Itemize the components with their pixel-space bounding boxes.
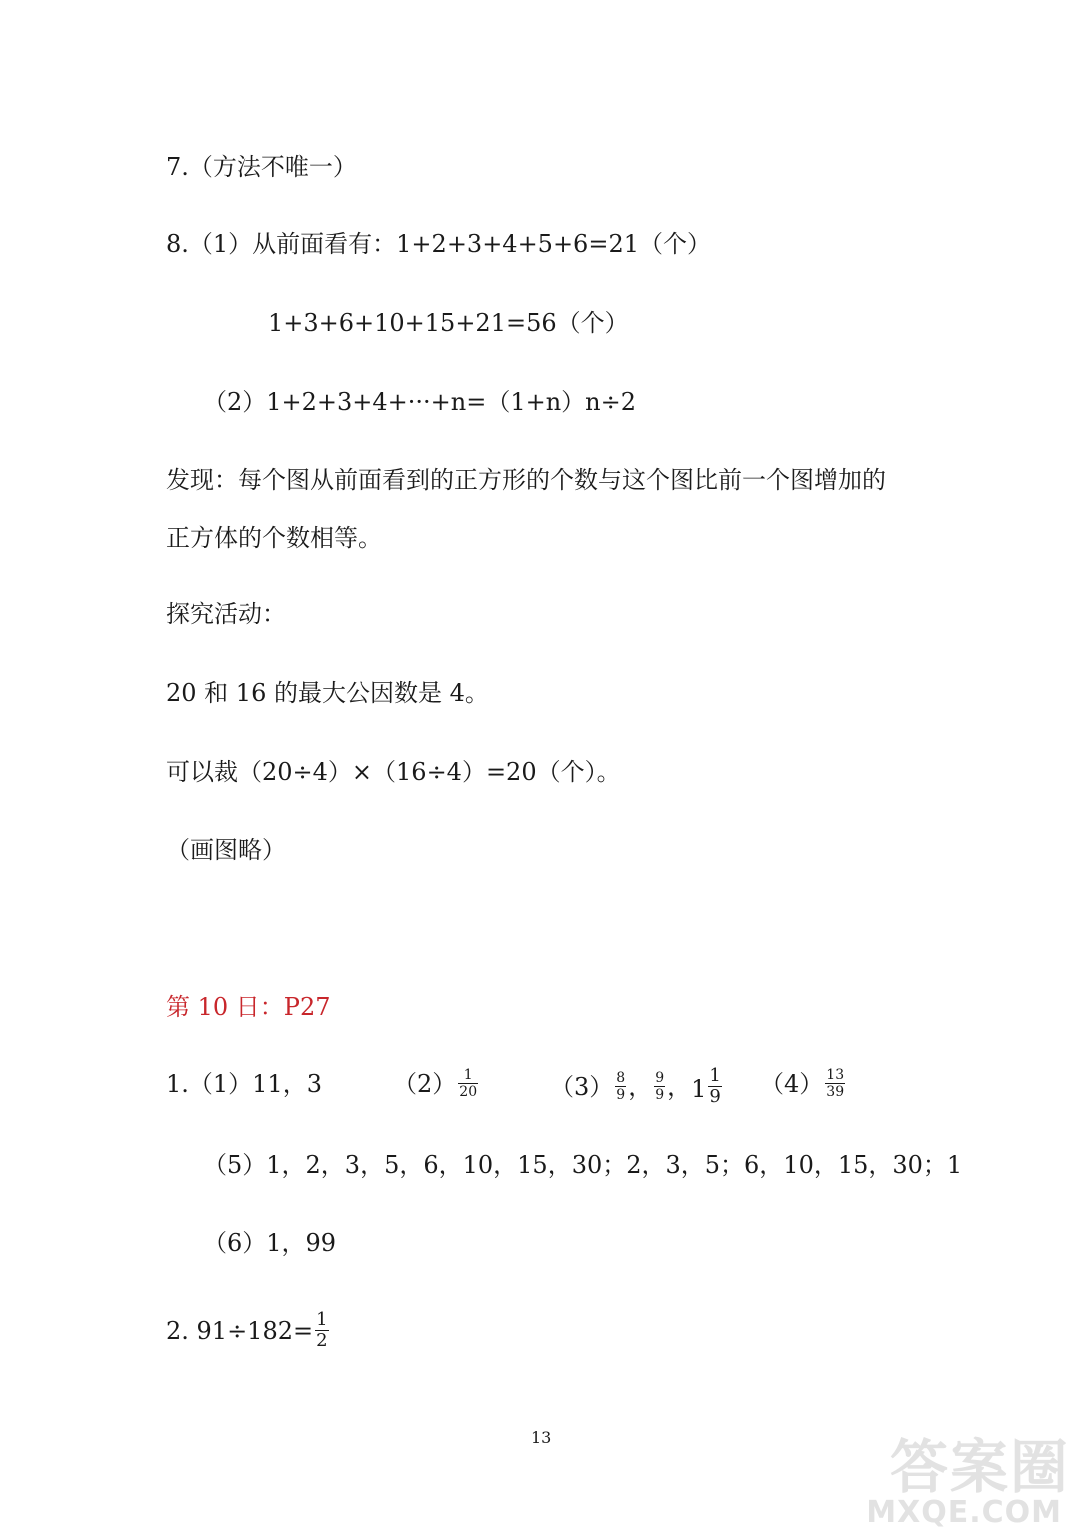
q1-part-4	[760, 1069, 847, 1101]
fraction-numerator: 1	[709, 1065, 721, 1086]
q2-prefix: 2. 91÷182=	[166, 1317, 314, 1345]
separator: ，	[667, 1073, 692, 1101]
q1-part-2	[393, 1069, 480, 1101]
drawing-omitted: （画图略）	[166, 836, 286, 864]
explore-heading: 探究活动：	[166, 600, 286, 628]
watermark-bottom-text: MXQE.COM	[866, 1495, 1062, 1530]
q2	[166, 1309, 331, 1352]
fraction-numerator: 1	[458, 1068, 478, 1084]
fraction	[615, 1071, 626, 1102]
q1-part-3	[550, 1065, 724, 1108]
watermark-top-text: 答案圈	[889, 1433, 1070, 1501]
discovery-line-2: 正方体的个数相等。	[166, 524, 382, 552]
item-8-part-1: 8.（1）从前面看有：1+2+3+4+5+6=21（个）	[166, 230, 711, 258]
q1-part-2-prefix: （2）	[393, 1070, 457, 1098]
watermark-logo	[866, 1420, 1070, 1530]
cut-statement: 可以裁（20÷4）×（16÷4）=20（个）。	[166, 758, 621, 786]
q1-part-3-prefix: （3）	[550, 1073, 614, 1101]
section-title: 第 10 日：P27	[166, 993, 331, 1021]
q1-part-4-prefix: （4）	[760, 1070, 824, 1098]
fraction	[315, 1311, 328, 1350]
fraction-numerator: 8	[616, 1070, 626, 1086]
fraction	[458, 1068, 478, 1099]
page-number: 13	[531, 1428, 552, 1447]
q1-part-1: 1.（1）11，3	[166, 1070, 322, 1098]
fraction-numerator: 1	[316, 1309, 328, 1330]
fraction	[825, 1068, 845, 1099]
fraction-denominator: 2	[316, 1330, 328, 1351]
fraction-numerator: 9	[655, 1070, 665, 1086]
discovery-line-1: 发现：每个图从前面看到的正方形的个数与这个图比前一个图增加的	[166, 466, 886, 494]
item-8-part-2: （2）1+2+3+4+···+n=（1+n）n÷2	[203, 388, 637, 416]
fraction-numerator: 13	[826, 1067, 845, 1083]
q1-part-6: （6）1，99	[203, 1229, 337, 1257]
item-7: 7.（方法不唯一）	[166, 153, 357, 181]
mixed-number-fraction	[708, 1067, 721, 1106]
fraction-denominator: 9	[655, 1087, 665, 1103]
fraction-denominator: 9	[709, 1086, 721, 1107]
fraction-denominator: 20	[459, 1084, 478, 1100]
separator: ，	[628, 1073, 653, 1101]
fraction-denominator: 39	[826, 1084, 845, 1100]
q1-part-5: （5）1，2，3，5，6，10，15，30；2，3，5；6，10，15，30；1	[203, 1151, 963, 1179]
fraction-denominator: 9	[616, 1087, 626, 1103]
mixed-number-integer: 1	[691, 1074, 707, 1103]
fraction	[654, 1071, 665, 1102]
item-8-part-1-calc: 1+3+6+10+15+21=56（个）	[268, 309, 629, 337]
gcd-statement: 20 和 16 的最大公因数是 4。	[166, 679, 489, 707]
